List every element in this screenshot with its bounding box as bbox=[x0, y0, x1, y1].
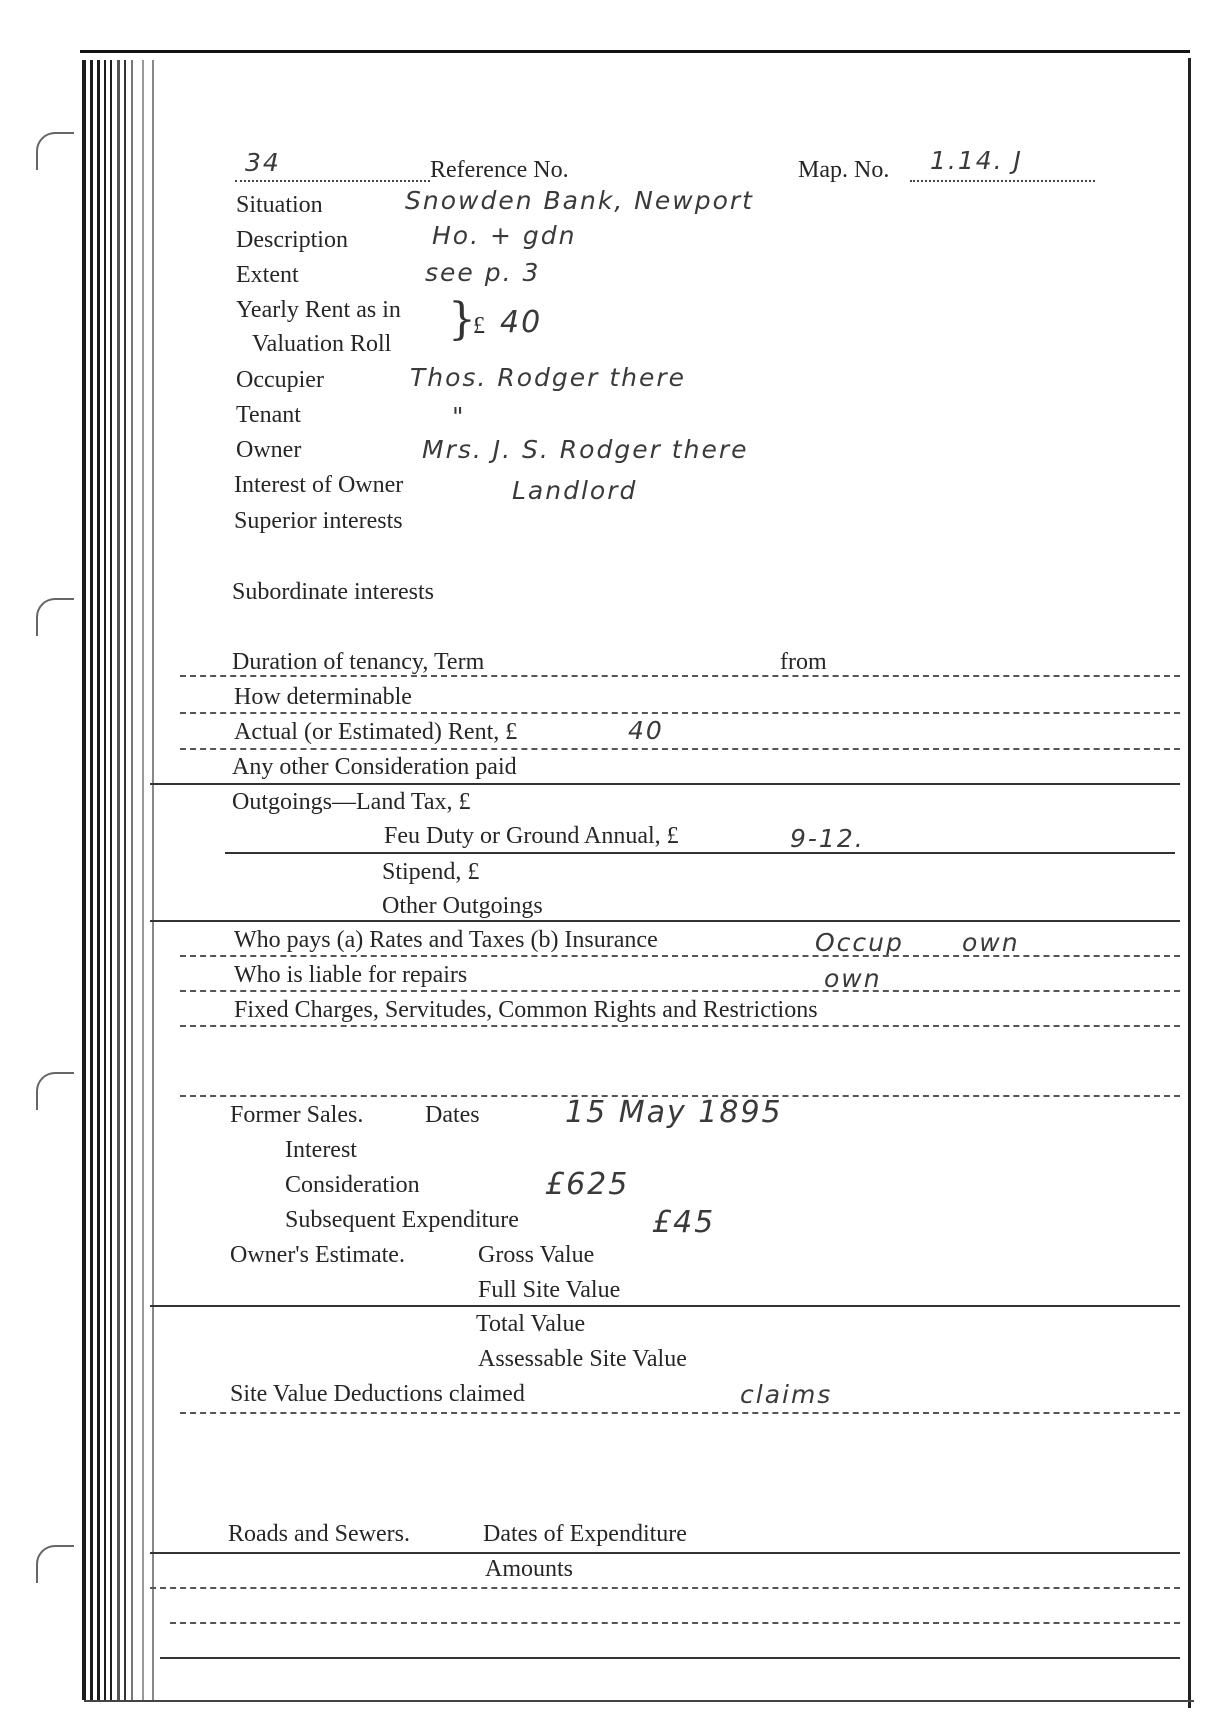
occupier-value: Thos. Rodger there bbox=[410, 363, 687, 392]
how-determinable-label: How determinable bbox=[234, 684, 412, 710]
binding-line bbox=[90, 60, 93, 1700]
map-number-value: 1.14. J bbox=[930, 146, 1023, 175]
fixed-charges-label: Fixed Charges, Servitudes, Common Rights and Restrictions bbox=[234, 997, 818, 1023]
binding-line bbox=[110, 60, 112, 1700]
total-value-label: Total Value bbox=[476, 1311, 586, 1337]
binding-line bbox=[142, 60, 144, 1700]
gross-value-label: Gross Value bbox=[478, 1242, 595, 1268]
binding-line bbox=[117, 60, 120, 1700]
binding-line bbox=[152, 60, 154, 1700]
assessable-site-value-label: Assessable Site Value bbox=[478, 1346, 687, 1372]
ruled-line bbox=[160, 1657, 1180, 1659]
extent-value: see p. 3 bbox=[425, 258, 541, 287]
superior-interests-label: Superior interests bbox=[234, 508, 403, 534]
ruled-line bbox=[150, 920, 1180, 922]
binding-line bbox=[131, 60, 133, 1700]
extent-label: Extent bbox=[236, 262, 299, 288]
binding-line bbox=[104, 60, 106, 1700]
valuation-roll-label: Valuation Roll bbox=[252, 331, 392, 357]
subsequent-expenditure-value: £45 bbox=[652, 1205, 716, 1240]
actual-rent-label: Actual (or Estimated) Rent, £ bbox=[234, 719, 518, 745]
feu-duty-value: 9-12. bbox=[790, 824, 865, 853]
former-sales-label: Former Sales. bbox=[230, 1102, 364, 1128]
occupier-label: Occupier bbox=[236, 367, 324, 393]
yearly-rent-value: 40 bbox=[500, 305, 543, 340]
ruled-line bbox=[170, 1622, 1180, 1624]
ruled-line bbox=[180, 1412, 1180, 1414]
who-pays-insurance-value: own bbox=[962, 928, 1020, 957]
ruled-line bbox=[150, 1587, 1180, 1589]
ruled-line bbox=[150, 1552, 1180, 1554]
repairs-label: Who is liable for repairs bbox=[234, 962, 468, 988]
interest-of-owner-label: Interest of Owner bbox=[234, 472, 404, 498]
duration-label: Duration of tenancy, Term bbox=[232, 649, 485, 675]
dotted-leader bbox=[235, 180, 430, 182]
land-tax-label: Outgoings—Land Tax, £ bbox=[232, 789, 471, 815]
ruled-line bbox=[225, 852, 1175, 854]
owner-value: Mrs. J. S. Rodger there bbox=[422, 435, 749, 464]
who-pays-rates-value: Occup bbox=[815, 928, 904, 957]
binding-line bbox=[82, 60, 86, 1700]
who-pays-label: Who pays (a) Rates and Taxes (b) Insurance bbox=[234, 927, 658, 953]
binding-line bbox=[124, 60, 126, 1700]
dates-of-expenditure-label: Dates of Expenditure bbox=[483, 1521, 687, 1547]
binding-line bbox=[97, 60, 100, 1700]
punch-hole bbox=[36, 1072, 74, 1110]
full-site-value-label: Full Site Value bbox=[478, 1277, 621, 1303]
stipend-label: Stipend, £ bbox=[382, 859, 480, 885]
tenant-label: Tenant bbox=[236, 402, 301, 428]
former-sales-dates-label: Dates bbox=[425, 1102, 480, 1128]
ruled-line bbox=[180, 748, 1180, 750]
duration-from-label: from bbox=[780, 649, 827, 675]
reference-number-value: 34 bbox=[245, 148, 281, 177]
subsequent-expenditure-label: Subsequent Expenditure bbox=[285, 1207, 519, 1233]
interest-of-owner-value: Landlord bbox=[512, 476, 638, 505]
ruled-line bbox=[180, 712, 1180, 714]
page-top-border bbox=[80, 50, 1190, 53]
former-sales-dates-value: 15 May 1895 bbox=[565, 1095, 783, 1130]
dotted-leader bbox=[910, 180, 1095, 182]
description-label: Description bbox=[236, 227, 348, 253]
ruled-line bbox=[180, 990, 1180, 992]
amounts-label: Amounts bbox=[485, 1556, 574, 1582]
situation-label: Situation bbox=[236, 192, 323, 218]
owner-label: Owner bbox=[236, 437, 302, 463]
punch-hole bbox=[36, 598, 74, 636]
roads-sewers-label: Roads and Sewers. bbox=[228, 1521, 410, 1547]
former-sales-consideration-value: £625 bbox=[545, 1167, 630, 1202]
site-value-deductions-label: Site Value Deductions claimed bbox=[230, 1381, 525, 1407]
punch-hole bbox=[36, 1545, 74, 1583]
situation-value: Snowden Bank, Newport bbox=[405, 186, 754, 215]
actual-rent-value: 40 bbox=[628, 716, 664, 745]
other-outgoings-label: Other Outgoings bbox=[382, 893, 543, 919]
page-bottom-border bbox=[84, 1700, 1194, 1702]
yearly-rent-label: Yearly Rent as in bbox=[236, 297, 401, 323]
page-right-border bbox=[1188, 58, 1191, 1708]
description-value: Ho. + gdn bbox=[432, 221, 577, 250]
yearly-rent-currency: £ bbox=[473, 313, 485, 339]
map-number-label: Map. No. bbox=[798, 157, 890, 183]
subordinate-interests-label: Subordinate interests bbox=[232, 579, 434, 605]
reference-number-label: Reference No. bbox=[430, 157, 569, 183]
site-value-deductions-value: claims bbox=[740, 1380, 833, 1409]
repairs-value: own bbox=[824, 964, 882, 993]
tenant-value: " bbox=[452, 402, 466, 431]
ruled-line bbox=[150, 783, 1180, 785]
punch-hole bbox=[36, 132, 74, 170]
other-consideration-label: Any other Consideration paid bbox=[232, 754, 517, 780]
feu-duty-label: Feu Duty or Ground Annual, £ bbox=[384, 823, 679, 849]
ruled-line bbox=[180, 1025, 1180, 1027]
ruled-line bbox=[180, 955, 1180, 957]
former-sales-interest-label: Interest bbox=[285, 1137, 357, 1163]
ruled-line bbox=[150, 1305, 1180, 1307]
former-sales-consideration-label: Consideration bbox=[285, 1172, 420, 1198]
ruled-line bbox=[180, 675, 1180, 677]
brace-glyph: } bbox=[448, 294, 476, 345]
owners-estimate-label: Owner's Estimate. bbox=[230, 1242, 405, 1268]
